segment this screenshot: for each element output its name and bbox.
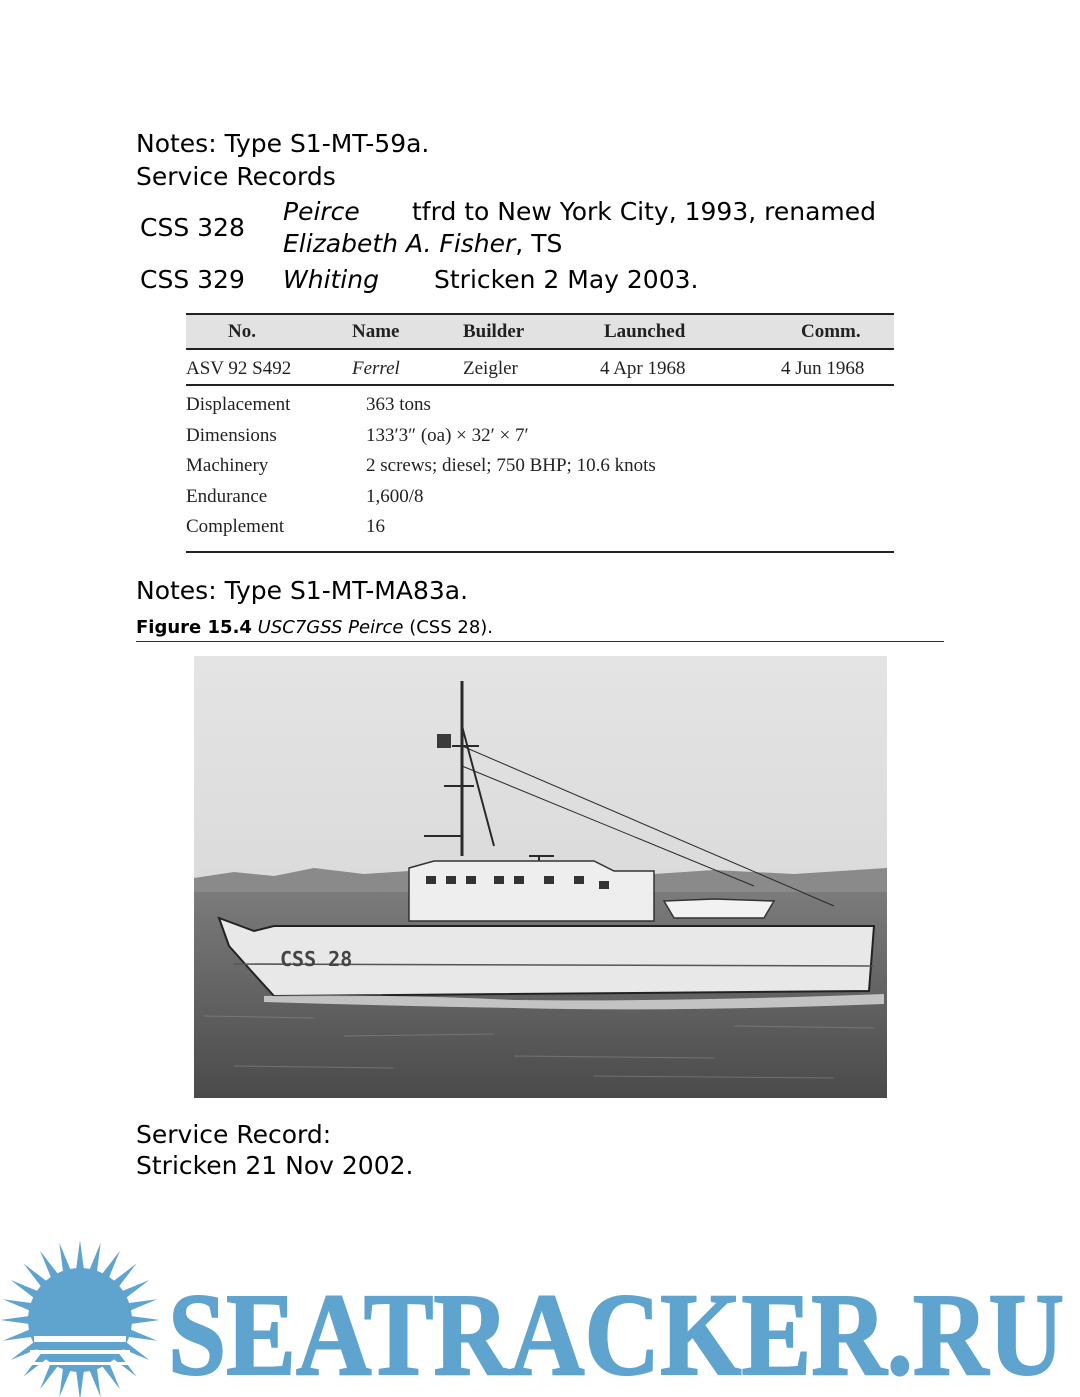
seatracker-watermark: [0, 1238, 1080, 1397]
cell-no: ASV 92 S492: [186, 358, 292, 379]
header-no: No.: [228, 321, 256, 342]
record-text: tfrd to New York City, 1993, renamed: [412, 197, 877, 226]
spec-label: Machinery: [186, 455, 269, 477]
cell-builder: Zeigler: [463, 358, 518, 379]
sun-ray: [128, 1316, 160, 1325]
sun-ray: [0, 1316, 32, 1325]
record-renamed-line: [283, 228, 562, 260]
spec-value: 2 screws; diesel; 750 BHP; 10.6 knots: [366, 455, 656, 477]
spec-dimensions: [186, 417, 894, 448]
header-builder: Builder: [463, 321, 525, 342]
spec-value: 1,600/8: [366, 485, 424, 507]
spec-label: Endurance: [186, 485, 268, 507]
header-name: Name: [352, 321, 400, 342]
spec-label: Dimensions: [186, 424, 277, 446]
specs-table-bottom-rule: [186, 539, 894, 553]
watermark-text: SEATRACKER.RU: [168, 1269, 1064, 1397]
spec-complement: [186, 508, 894, 539]
figure-label: Figure 15.4: [136, 617, 252, 638]
radar: [437, 734, 451, 748]
spec-label: Complement: [186, 516, 285, 538]
specs-table-row: [186, 350, 894, 386]
figure-title: USC7GSS Peirce: [257, 617, 404, 638]
spec-label: Displacement: [186, 394, 291, 415]
spec-value: 133′3″ (oa) × 32′ × 7′: [366, 424, 529, 446]
record-number: CSS 329: [140, 265, 245, 294]
record-text: Stricken 2 May 2003.: [434, 265, 699, 294]
launch-boat: [664, 899, 774, 918]
header-comm: Comm.: [801, 321, 861, 342]
figure-caption: [136, 617, 493, 639]
service-record-text: Stricken 21 Nov 2002.: [136, 1151, 414, 1180]
caption-rule: [136, 641, 944, 642]
cell-comm: 4 Jun 1968: [781, 358, 865, 379]
specs-table-header: [186, 313, 894, 350]
spec-displacement: [186, 386, 894, 417]
figure-suffix: (CSS 28).: [403, 617, 494, 638]
spec-endurance: [186, 478, 894, 509]
service-record-heading: Service Record:: [136, 1120, 332, 1149]
ship-photo: [194, 656, 887, 1098]
cell-name: Ferrel: [352, 358, 400, 379]
renamed-ship-name: Elizabeth A. Fisher: [283, 229, 516, 258]
specs-table: [186, 313, 894, 553]
record-ship-name: Whiting: [283, 265, 379, 294]
sun-ray: [76, 1368, 85, 1397]
renamed-suffix: , TS: [515, 229, 563, 258]
record-number: CSS 328: [140, 213, 245, 242]
cell-launched: 4 Apr 1968: [600, 358, 686, 379]
record-ship-name: Peirce: [283, 197, 360, 226]
header-launched: Launched: [604, 321, 686, 342]
sun-ray: [76, 1240, 85, 1272]
spec-value: 363 tons: [366, 394, 431, 415]
notes-type-2: Notes: Type S1-MT-MA83a.: [136, 576, 469, 605]
spec-value: 16: [366, 516, 385, 538]
notes-type-1: Notes: Type S1-MT-59a.: [136, 129, 430, 158]
hull-marking: CSS 28: [280, 947, 353, 971]
spec-machinery: [186, 447, 894, 478]
service-records-heading: Service Records: [136, 162, 336, 191]
sun-logo-icon: [0, 1240, 160, 1397]
